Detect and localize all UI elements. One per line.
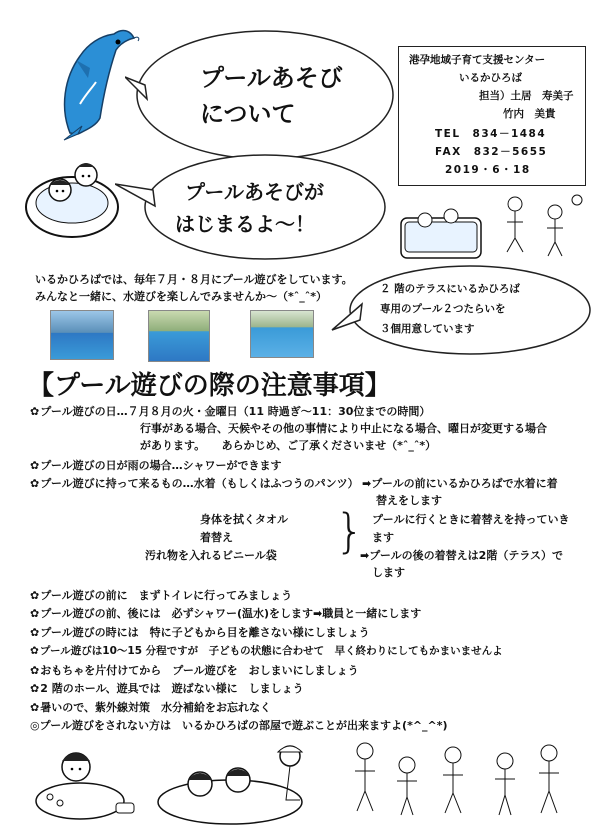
note-1: ✿ プール遊びの前に まずトイレに行ってみましょう [30, 588, 292, 603]
terrace-line3: ３個用意しています [380, 323, 475, 335]
bring-note-2b: ます [372, 531, 394, 544]
title-line1: プールあそび [200, 64, 343, 92]
intro-line2: みんなと一緒に、水遊びを楽しんでみませんか～（*ˆ_ˆ*） [35, 290, 328, 303]
bring-note-3: ➡プールの後の着替えは2階（テラス）で [360, 549, 563, 562]
note-days: ✿ プール遊びの日…７月８月の火・金曜日（11 時過ぎ～11：30位までの時間） [30, 404, 430, 419]
bottom-pool-illustration [150, 740, 325, 828]
start-line1: プールあそびが [185, 180, 324, 204]
bottom-kids-illustration [335, 735, 580, 827]
tel: TEL 834－1484 [435, 128, 547, 140]
pool-photo-2 [148, 310, 210, 362]
item-bag: 汚れ物を入れるビニール袋 [145, 549, 277, 562]
bring-note-2: プールに行くときに着替えを持っていき [372, 513, 570, 526]
pool-photo-3 [250, 310, 314, 358]
bring-note-3b: します [372, 566, 405, 579]
dolphin-illustration [30, 8, 140, 143]
staff-1: 担当）土居 寿美子 [479, 90, 574, 102]
note-2: ✿ プール遊びの前、後には 必ずシャワー(温水)をします➡職員と一緒にします [30, 606, 421, 621]
note-days-2: 行事がある場合、天候やその他の事情により中止になる場合、曜日が変更する場合 [140, 422, 547, 435]
note-3: ✿ プール遊びの時には 特に子どもから目を離さない様にしましょう [30, 625, 370, 640]
intro-line1: いるかひろばでは、毎年７月・８月にプール遊びをしています。 [35, 273, 353, 286]
brace: } [335, 504, 365, 558]
bring-note-1b: 替えをします [376, 494, 442, 507]
center-name: 港孕地域子育て支援センター [409, 54, 546, 66]
item-change: 着替え [200, 531, 233, 544]
terrace-line2: 専用のプール２つたらいを [380, 303, 506, 315]
kids-tub-illustration [20, 145, 125, 245]
pool-photo-1 [50, 310, 114, 360]
terrace-line1: ２ 階のテラスにいるかひろば [380, 283, 520, 295]
center-name2: いるかひろば [459, 72, 522, 84]
note-4: ✿ プール遊びは10～15 分程ですが 子どもの状態に合わせて 早く終わりにしてもかまいませんよ [30, 644, 503, 659]
note-days-3: があります。 あらかじめ、ご了承くださいませ（*ˆ_ˆ*） [140, 439, 437, 452]
note-6: ✿ 2 階のホール、遊具では 遊ばない様に しましょう [30, 681, 304, 696]
note-5: ✿ おもちゃを片付けてから プール遊びを おしまいにしましょう [30, 663, 359, 678]
title-line2: について [200, 100, 296, 128]
bottom-tub-illustration [30, 735, 140, 825]
fax: FAX 832－5655 [435, 146, 548, 158]
note-bring: ✿ プール遊びに持って来るもの…水着（もしくはふつうのパンツ） [30, 476, 359, 491]
center-info-box [398, 46, 586, 186]
bring-note-1: ➡プールの前にいるかひろばで水着に着 [362, 477, 558, 490]
staff-2: 竹内 美貴 [503, 108, 556, 120]
date: 2019・6・18 [445, 164, 531, 176]
page-heading: 【プール遊びの際の注意事項】 [28, 371, 391, 401]
start-line2: はじまるよ～！ [175, 212, 315, 236]
note-8: ◎プール遊びをされない方は いるかひろばの部屋で遊ぶことが出来ますよ(*^_^*) [30, 719, 448, 732]
item-towel: 身体を拭くタオル [200, 513, 288, 526]
note-rain: ✿ プール遊びの日が雨の場合…シャワーができます [30, 458, 281, 473]
note-7: ✿ 暑いので、紫外線対策 水分補給をお忘れなく [30, 700, 271, 715]
